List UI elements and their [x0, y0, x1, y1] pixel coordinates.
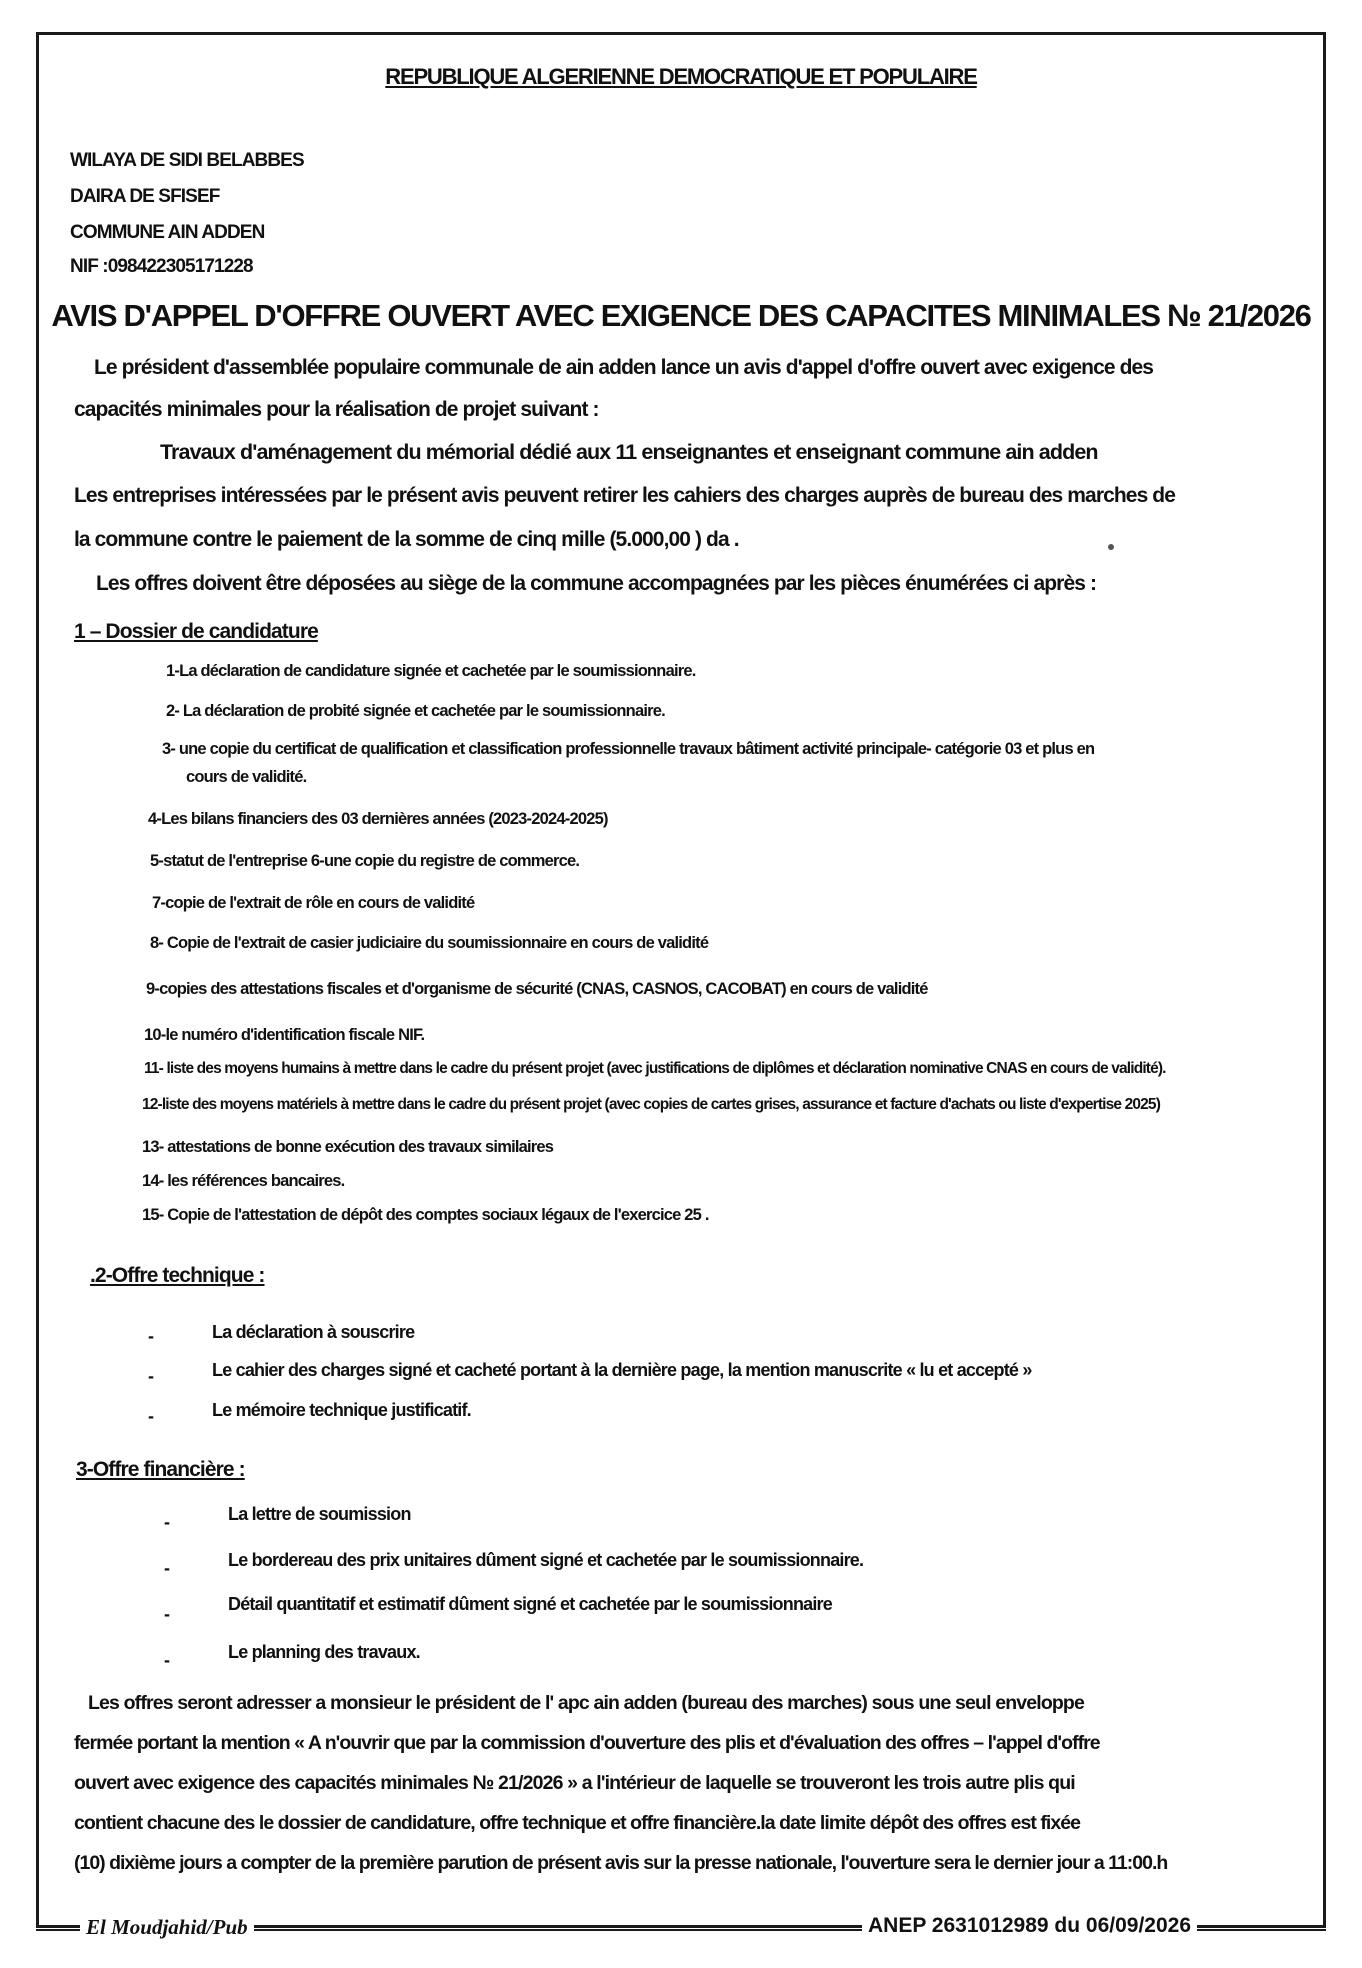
intro-line-5: Les offres doivent être déposées au siège de la commune accompagnées par les pièces énumérées ci après :: [96, 572, 1097, 595]
section-2-heading: .2-Offre technique :: [90, 1264, 265, 1287]
dossier-item-14: 14- les références bancaires.: [142, 1172, 345, 1190]
financiere-item-1: La lettre de soumission: [228, 1504, 411, 1524]
closing-line-5: (10) dixième jours a compter de la première parution de présent avis sur la presse nationale, l'ouverture sera le dernier jour a 11:00.h: [74, 1852, 1168, 1874]
dossier-item-9: 9-copies des attestations fiscales et d'organisme de sécurité (CNAS, CASNOS, CACOBAT) en cours de validité: [146, 980, 928, 998]
closing-line-3: ouvert avec exigence des capacités minimales № 21/2026 » a l'intérieur de laquelle se trouveront les trois autre plis qui: [74, 1772, 1075, 1794]
intro-line-3: Les entreprises intéressées par le présent avis peuvent retirer les cahiers des charges auprès de bureau des marches de: [74, 484, 1175, 507]
dossier-item-3-cont: cours de validité.: [186, 768, 307, 786]
financiere-item-3: Détail quantitatif et estimatif dûment signé et cachetée par le soumissionnaire: [228, 1594, 832, 1614]
closing-line-2: fermée portant la mention « A n'ouvrir que par la commission d'ouverture des plis et d'évaluation des offres – l'appel d'offre: [74, 1732, 1100, 1754]
dossier-item-8: 8- Copie de l'extrait de casier judiciaire du soumissionnaire en cours de validité: [150, 934, 709, 952]
dossier-item-3: 3- une copie du certificat de qualification et classification professionnelle travaux bâtiment activité principale- catégorie 03 et plus en: [162, 740, 1095, 758]
technique-item-3: Le mémoire technique justificatif.: [212, 1400, 471, 1420]
intro-line-2: capacités minimales pour la réalisation de projet suivant :: [74, 398, 599, 421]
dossier-item-12: 12-liste des moyens matériels à mettre dans le cadre du présent projet (avec copies de cartes grises, assurance et facture d'achats ou liste d'expertise 2025): [142, 1096, 1160, 1113]
publication-source: El Moudjahid/Pub: [80, 1915, 254, 1940]
bullet-mark: -: [164, 1650, 170, 1670]
bullet-mark: -: [164, 1604, 170, 1624]
technique-item-2: Le cahier des charges signé et cacheté portant à la dernière page, la mention manuscrite « lu et accepté »: [212, 1360, 1032, 1380]
bullet-mark: -: [164, 1558, 170, 1578]
bullet-mark: -: [148, 1406, 154, 1426]
dossier-item-15: 15- Copie de l'attestation de dépôt des comptes sociaux légaux de l'exercice 25 .: [142, 1206, 709, 1224]
intro-line-1: Le président d'assemblée populaire communale de ain adden lance un avis d'appel d'offre ouvert avec exigence des: [94, 356, 1154, 379]
bullet-mark: -: [148, 1326, 154, 1346]
daira-line: DAIRA DE SFISEF: [70, 186, 220, 207]
bullet-mark: -: [148, 1366, 154, 1386]
notice-title: AVIS D'APPEL D'OFFRE OUVERT AVEC EXIGENCE DES CAPACITES MINIMALES № 21/2026: [51, 298, 1311, 333]
dossier-item-7: 7-copie de l'extrait de rôle en cours de validité: [152, 894, 475, 912]
dossier-item-1: 1-La déclaration de candidature signée et cachetée par le soumissionnaire.: [166, 662, 696, 680]
dossier-item-10: 10-le numéro d'identification fiscale NIF.: [144, 1026, 425, 1044]
section-1-heading: 1 – Dossier de candidature: [74, 620, 318, 643]
scan-speck: [1108, 544, 1114, 550]
dossier-item-11: 11- liste des moyens humains à mettre dans le cadre du présent projet (avec justifications de diplômes et déclaration nominative CNAS en cours de validité).: [144, 1060, 1166, 1077]
anep-reference: ANEP 2631012989 du 06/09/2026: [862, 1914, 1197, 1938]
financiere-item-2: Le bordereau des prix unitaires dûment signé et cachetée par le soumissionnaire.: [228, 1550, 864, 1570]
dossier-item-4: 4-Les bilans financiers des 03 dernières années (2023-2024-2025): [148, 810, 608, 828]
technique-item-1: La déclaration à souscrire: [212, 1322, 415, 1342]
dossier-item-2: 2- La déclaration de probité signée et cachetée par le soumissionnaire.: [166, 702, 665, 720]
intro-line-4: la commune contre le paiement de la somme de cinq mille (5.000,00 ) da .: [74, 528, 739, 551]
commune-line: COMMUNE AIN ADDEN: [70, 222, 265, 243]
republic-heading: REPUBLIQUE ALGERIENNE DEMOCRATIQUE ET POPULAIRE: [385, 64, 977, 89]
closing-line-4: contient chacune des le dossier de candidature, offre technique et offre financière.la date limite dépôt des offres est fixée: [74, 1812, 1081, 1834]
nif-line: NIF :098422305171228: [70, 256, 253, 277]
project-title: Travaux d'aménagement du mémorial dédié aux 11 enseignantes et enseignant commune ain adden: [160, 440, 1098, 464]
dossier-item-13: 13- attestations de bonne exécution des travaux similaires: [142, 1138, 554, 1156]
wilaya-line: WILAYA DE SIDI BELABBES: [70, 150, 304, 171]
closing-line-1: Les offres seront adresser a monsieur le président de l' apc ain adden (bureau des marches) sous une seul enveloppe: [88, 1692, 1084, 1714]
dossier-item-5-6: 5-statut de l'entreprise 6-une copie du registre de commerce.: [150, 852, 580, 870]
bullet-mark: -: [164, 1512, 170, 1532]
financiere-item-4: Le planning des travaux.: [228, 1642, 420, 1662]
section-3-heading: 3-Offre financière :: [76, 1458, 245, 1481]
